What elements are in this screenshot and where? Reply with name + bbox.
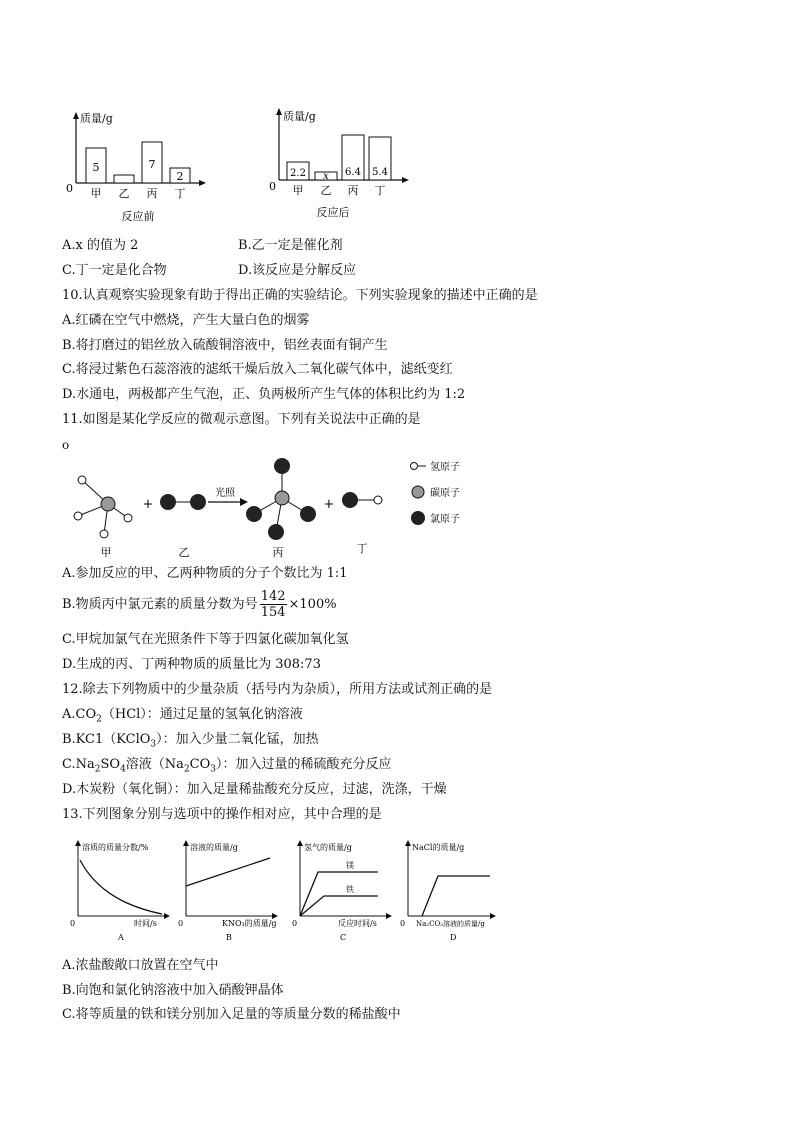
hydrogen-atom (100, 530, 108, 538)
q9-option-d: D.该反应是分解反应 (238, 263, 357, 278)
fraction (260, 589, 287, 620)
q11-option-b-percent: ×100% (288, 597, 337, 612)
graph-d-xlabel: Na₂CO₃溶液的质量/g (416, 920, 485, 928)
q9-option-c: C.丁一定是化合物 (62, 263, 167, 278)
q12-option-a: $A.CO_2(HCl)$：通过足量的氢氧化钠溶液 (62, 707, 303, 725)
q13-option-b: B.向饱和氯化钠溶液中加入硝酸钾晶体 (62, 983, 284, 998)
chlorine-atom (190, 494, 206, 510)
graph-c-ylabel: 氢气的质量/g (304, 843, 352, 852)
q13-option-a: A.浓盐酸敞口放置在空气中 (62, 958, 219, 973)
bar-label: 7 (148, 158, 156, 171)
chart-before-origin: 0 (66, 182, 73, 195)
q10-option-c: C.将浸过紫色石蕊溶液的滤纸干燥后放入二氧化碳气体中，滤纸变红 (62, 362, 453, 377)
category-label: 乙 (320, 184, 332, 197)
q13-graphs (62, 836, 502, 946)
legend-carbon-label: 碳原子 (430, 488, 460, 499)
q12-option-d: D.木炭粉（氧化铜）：加入足量稀盐酸充分反应，过滤，洗涤，干燥 (62, 782, 447, 797)
chart-after-caption: 反应后 (316, 206, 350, 219)
graph-a-ylabel: 溶质的质量分数/% (82, 843, 149, 852)
graph-d-tag: D (450, 933, 457, 942)
graph-b (178, 840, 278, 942)
curve-a (80, 860, 162, 914)
graph-b-xlabel: KNO₃的质量/g (222, 919, 277, 928)
category-label: 甲 (90, 187, 102, 200)
graph-a-origin: 0 (70, 919, 76, 928)
q11-option-b (62, 588, 337, 622)
hydrogen-atom (74, 512, 82, 520)
bar-label: 5.4 (372, 167, 388, 178)
label-bing: 丙 (272, 546, 284, 559)
q10-option-b: B.将打磨过的铝丝放入硫酸铜溶液中，铝丝表面有铜产生 (62, 338, 388, 353)
graph-b-tag: B (226, 933, 232, 942)
reaction-condition: 光照 (215, 488, 235, 499)
graph-c-xlabel: 反应时间/s (338, 919, 377, 928)
label-ding: 丁 (356, 542, 368, 555)
q11-stray-mark: o (62, 438, 70, 452)
line-c-fe (300, 896, 378, 916)
graph-c-tag: C (340, 933, 347, 942)
hydrogen-atom (124, 514, 132, 522)
q10-stem: 10.认真观察实验现象有助于得出正确的实验结论。下列实验现象的描述中正确的是 (62, 288, 538, 303)
plus-sign: + (142, 497, 154, 512)
graph-b-origin: 0 (178, 919, 184, 928)
q11-option-b-text: B.物质丙中氯元素的质量分数为号 (62, 597, 258, 612)
chart-before-ylabel: 质量/g (80, 112, 113, 125)
graph-d (400, 840, 496, 942)
graph-b-ylabel: 溶液的质量/g (190, 843, 238, 852)
carbon-atom (275, 491, 289, 505)
hydrogen-atom (374, 496, 382, 504)
bar-yi-before (114, 175, 134, 183)
q13-option-c: C.将等质量的铁和镁分别加入足量的等质量分数的稀盐酸中 (62, 1007, 401, 1022)
legend-chlorine-label: 氯原子 (430, 514, 460, 525)
chlorine-atom (268, 524, 284, 540)
chlorine-atom (342, 492, 358, 508)
chlorine-atom (160, 494, 176, 510)
graph-c (292, 840, 392, 942)
q12-option-c: $C.Na_2SO_4$溶液$(Na_2CO_3)$：加入过量的稀硫酸充分反应 (62, 757, 392, 775)
chlorine-atom (246, 506, 262, 522)
bar-label: x (323, 171, 329, 182)
graph-d-origin: 0 (400, 919, 406, 928)
line-d (422, 876, 490, 916)
category-label: 丙 (146, 187, 158, 200)
legend-hydrogen-icon (411, 463, 418, 470)
bar-label: 2.2 (290, 168, 306, 179)
line-b (186, 858, 270, 886)
q11-option-d: D.生成的丙、丁两种物质的质量比为 308:73 (62, 657, 321, 672)
graph-c-origin: 0 (292, 919, 298, 928)
category-label: 丙 (347, 184, 359, 197)
legend-carbon-icon (412, 486, 424, 498)
q13-stem: 13.下列图象分别与选项中的操作相对应，其中合理的是 (62, 807, 382, 822)
carbon-atom (101, 497, 115, 511)
q12-option-b: B.KC1（KClO$_3$）：加入少量二氧化锰，加热 (62, 732, 319, 750)
graph-c-line1: 镁 (346, 861, 354, 870)
graph-a-xlabel: 时间/s (134, 919, 157, 928)
q11-stem: 11.如图是某化学反应的微观示意图。下列有关说法中正确的是 (62, 412, 421, 427)
bar-label: 6.4 (345, 167, 361, 178)
chart-after-ylabel: 质量/g (283, 110, 316, 123)
category-label: 甲 (292, 184, 304, 197)
legend-hydrogen-label: 氢原子 (430, 462, 460, 473)
label-jia: 甲 (100, 546, 112, 559)
category-label: 乙 (118, 187, 130, 200)
q10-option-d: D.水通电，两极都产生气泡，正、负两极所产生气体的体积比约为 1:2 (62, 387, 466, 402)
bar-label: 2 (176, 170, 184, 183)
graph-c-line2: 铁 (346, 885, 354, 894)
plus-sign: + (323, 497, 335, 512)
line-c-mg (300, 872, 378, 916)
chart-before-caption: 反应前 (121, 210, 155, 223)
bar-label: 5 (92, 161, 100, 174)
bar-chart-after (265, 104, 415, 226)
label-yi: 乙 (178, 546, 190, 559)
legend-chlorine-icon (411, 511, 425, 525)
category-label: 丁 (174, 187, 186, 200)
graph-d-ylabel: NaCl的质量/g (412, 843, 465, 852)
chart-after-origin: 0 (269, 180, 276, 193)
q10-option-a: A.红磷在空气中燃烧，产生大量白色的烟雾 (62, 313, 310, 328)
reaction-arrow (240, 498, 248, 506)
q9-option-a: A.x 的值为 2 (62, 238, 139, 253)
fraction-denominator: 154 (260, 605, 286, 620)
chlorine-atom (300, 506, 316, 522)
category-label: 丁 (374, 184, 386, 197)
q9-option-b: B.乙一定是催化剂 (238, 238, 343, 253)
q11-option-c: C.甲烷加氯气在光照条件下等于四氯化碳加氧化氢 (62, 632, 349, 647)
bar-chart-before (62, 108, 212, 228)
q12-stem: 12.除去下列物质中的少量杂质（括号内为杂质），所用方法或试剂正确的是 (62, 682, 493, 697)
hydrogen-atom (78, 476, 86, 484)
graph-a-tag: A (118, 933, 124, 942)
fraction-numerator: 142 (260, 589, 286, 604)
chlorine-atom (274, 458, 290, 474)
q11-option-a: A.参加反应的甲、乙两种物质的分子个数比为 1:1 (62, 566, 348, 581)
molecule-diagram (62, 452, 482, 562)
graph-a (70, 840, 170, 942)
